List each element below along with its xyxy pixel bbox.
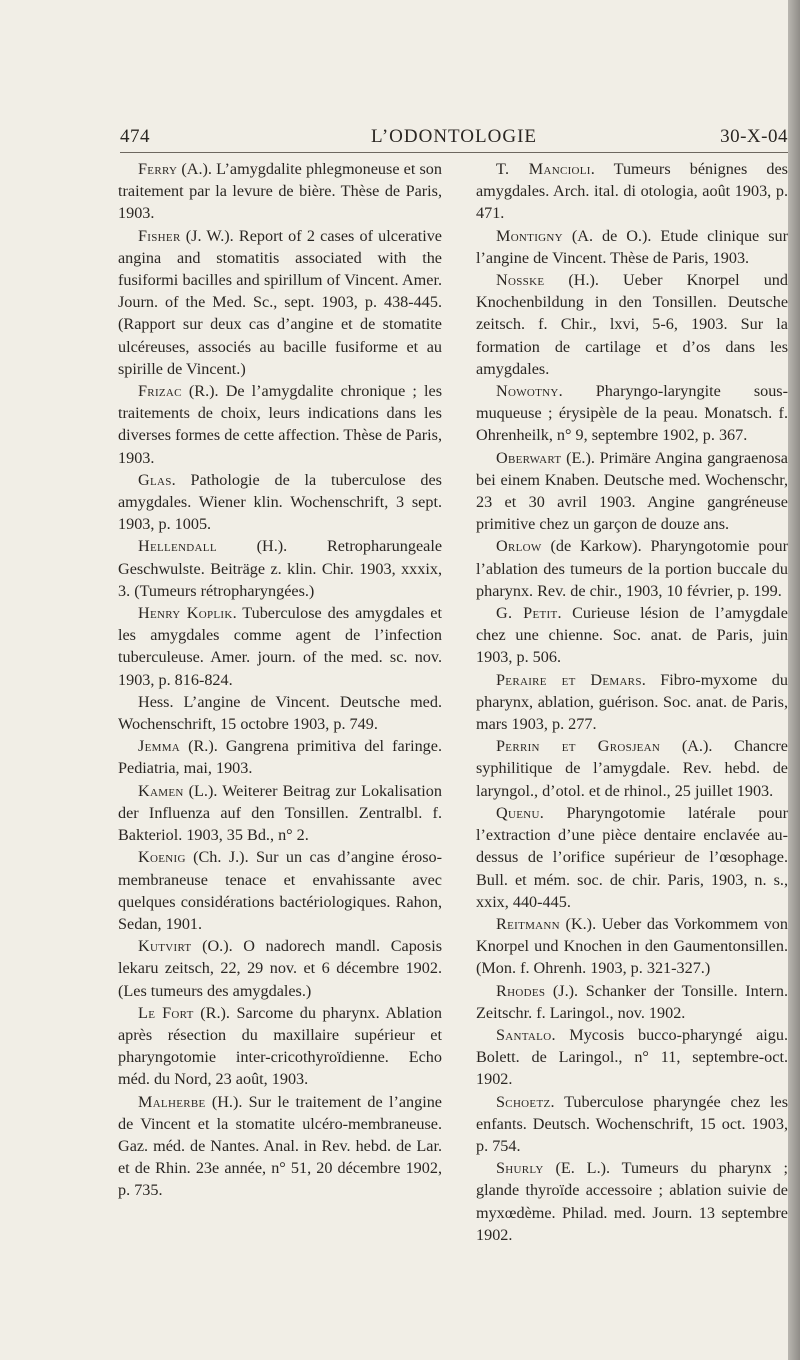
entry-author: Hellendall [138, 537, 217, 556]
page-edge [788, 0, 800, 1360]
entry-author: Quenu [496, 803, 540, 822]
entry-text: . Pathologie de la tuberculose des amygdales. Wiener klin. Wochenschrift, 3 sept. 1903, p. 1005. [118, 470, 442, 534]
bibliography-entry [118, 691, 442, 735]
entry-text: (R.). Gangrena primitiva del faringe. Pediatria, mai, 1903. [118, 737, 442, 778]
entry-author: Glas [138, 470, 172, 489]
bibliography-entry [476, 802, 788, 913]
bibliography-entry [118, 1002, 442, 1091]
bibliography-entry [118, 380, 442, 469]
bibliography-entry [118, 1091, 442, 1202]
entry-text: (K.). Ueber das Vorkommem von Knorpel und Knochen in den Gaumentonsillen. (Mon. f. Ohrenh. 1903, p. 321-327.) [476, 914, 788, 978]
bibliography-entry [118, 935, 442, 1002]
bibliography-entry [476, 735, 788, 802]
entry-author: G. Petit [496, 604, 558, 623]
bibliography-entry [476, 602, 788, 669]
bibliography-entry [118, 469, 442, 536]
entry-text: (H.). Ueber Knorpel und Knochenbildung in den Tonsillen. Deutsche zeitsch. f. Chir., lxvi, 5-6, 1903. Sur la formation de cartilage et d’os dans les amygdales. [476, 271, 788, 378]
entry-author: Le Fort [138, 1003, 194, 1022]
entry-author: Montigny [496, 226, 563, 245]
bibliography-entry [476, 158, 788, 225]
entry-text: (R.). Sarcome du pharynx. Ablation après résection du maxillaire supérieur et pharyngotomie inter-cricothyroïdienne. Echo méd. du Nord, 23 août, 1903. [118, 1003, 442, 1089]
issue-date: 30-X-04 [720, 126, 788, 147]
bibliography-entry [476, 225, 788, 269]
entry-text: (H.). Sur le traitement de l’angine de Vincent et la stomatite ulcéro-membraneuse. Gaz. méd. de Nantes. Anal. in Rev. hebd. de Lar. et de Rhin. 23e année, n° 51, 20 décembre 1902, p. 735. [118, 1092, 442, 1200]
entry-author: Henry Koplik [138, 604, 233, 623]
entry-author: Schoetz [496, 1092, 551, 1111]
entry-text: . Tuberculose pharyngée chez les enfants. Deutsch. Wochenschrift, 15 oct. 1903, p. 754. [476, 1092, 788, 1155]
entry-text: (L.). Weiterer Beitrag zur Lokalisation der Influenza auf den Tonsillen. Zentralbl. f. Bakteriol. 1903, 35 Bd., n° 2. [118, 781, 442, 845]
entry-text: . Mycosis bucco-pharyngé aigu. Bolett. de Laringol., n° 11, septembre-oct. 1902. [476, 1025, 788, 1089]
entry-author: Orlow [496, 537, 542, 556]
entry-text: (E.). Primäre Angina gangraenosa bei einem Knaben. Deutsche med. Wochenschr, 23 et 30 avril 1903. Angine gangréneuse primitive chez un garçon de douze ans. [476, 448, 788, 534]
entry-author: Nowotny [496, 382, 559, 401]
entry-text: (A. de O.). Etude clinique sur l’angine de Vincent. Thèse de Paris, 1903. [476, 226, 788, 267]
entry-author: Kamen [138, 781, 184, 800]
bibliography-entry [118, 735, 442, 779]
bibliography-entry [476, 1091, 788, 1158]
entry-author: Perrin et Grosjean [496, 737, 661, 756]
entry-text: (J.). Schanker der Tonsille. Intern. Zeitschr. f. Laringol., nov. 1902. [476, 981, 788, 1022]
entry-author: Santalo [496, 1025, 552, 1044]
bibliography-entry [118, 602, 442, 691]
entry-text: . Tumeurs bénignes des amygdales. Arch. ital. di otologia, août 1903, p. 471. [476, 160, 788, 223]
journal-title: L’ODONTOLOGIE [370, 126, 538, 147]
entry-text: (E. L.). Tumeurs du pharynx ; glande thyroïde accessoire ; ablation suivie de myxœdème. Philad. med. Journ. 13 septembre 1902. [476, 1159, 788, 1244]
entry-text: . Curieuse lésion de l’amygdale chez une chienne. Soc. anat. de Paris, juin 1903, p. 506. [476, 604, 788, 667]
entry-author: Koenig [138, 848, 186, 867]
entry-text: (H.). Retropharungeale Geschwulste. Beiträge z. klin. Chir. 1903, xxxix, 3. (Tumeurs rétropharyngées.) [118, 537, 442, 600]
left-column [118, 158, 442, 1202]
entry-author: Malherbe [138, 1092, 206, 1111]
entry-author: Jemma [138, 737, 181, 756]
running-header [120, 126, 788, 150]
bibliography-entry [476, 535, 788, 602]
bibliography-entry [118, 225, 442, 380]
entry-author: Reitmann [496, 914, 560, 933]
bibliography-entry [476, 1024, 788, 1091]
page-number: 474 [120, 126, 150, 147]
entry-text: Hess. L’angine de Vincent. Deutsche med. Wochenschrift, 15 octobre 1903, p. 749. [118, 692, 442, 734]
entry-author: Nosske [496, 271, 545, 290]
bibliography-entry [476, 447, 788, 536]
entry-text: (O.). O nadorech mandl. Caposis lekaru zeitsch, 22, 29 nov. et 6 décembre 1902. (Les tumeurs des amygdales.) [118, 937, 442, 1000]
entry-author: Ferry [138, 160, 178, 178]
entry-author: Rhodes [496, 981, 546, 1000]
entry-text: (A.). L’amygdalite phlegmoneuse et son traitement par la levure de bière. Thèse de Paris, 1903. [118, 160, 442, 223]
bibliography-entry [476, 380, 788, 447]
entry-text: (de Karkow). Pharyngotomie pour l’ablation des tumeurs de la portion buccale du pharynx. Rev. de chir., 1903, 10 février, p. 199. [476, 537, 788, 600]
entry-text: . Pharyngo-laryngite sous-muqueuse ; érysipèle de la peau. Monatsch. f. Ohrenheilk, n° 9, septembre 1902, p. 367. [476, 382, 788, 445]
entry-author: Peraire et Demars [496, 670, 642, 689]
entry-text: . Tuberculose des amygdales et les amygdales comme agent de l’infection tuberculeuse. Amer. journ. of the med. sc. nov. 1903, p. 816-824. [118, 604, 442, 689]
bibliography-entry [118, 535, 442, 602]
bibliography-entry [118, 780, 442, 847]
entry-author: Oberwart [496, 448, 562, 467]
entry-text: (J. W.). Report of 2 cases of ulcerative angina and stomatitis associated with the fusiformi bacilles and spirillum of Vincent. Amer. Journ. of the Med. Sc., sept. 1903, p. 438-445. (Rapport sur deux cas d’angine et de stomatite ulcéreuses, associés au bacille fusiforme et au spirille de Vincent.) [118, 226, 442, 378]
entry-author: T. Mancioli [496, 160, 591, 178]
bibliography-entry [476, 269, 788, 380]
bibliography-entry [118, 846, 442, 935]
entry-text: . Pharyngotomie latérale pour l’extraction d’une pièce dentaire enclavée au-dessus de l’orifice supérieur de l’œsophage. Bull. et mém. soc. de chir. Paris, 1903, n. s., xxix, 440-445. [476, 803, 788, 911]
entry-text: (Ch. J.). Sur un cas d’angine éroso-membraneuse tenace et envahissante avec quelques considérations bactériologiques. Rahon, Sedan, 1901. [118, 848, 442, 933]
entry-author: Kutvirt [138, 937, 192, 956]
bibliography-entry [476, 980, 788, 1024]
right-column [476, 158, 788, 1246]
bibliography-entry [476, 913, 788, 980]
entry-author: Shurly [496, 1159, 544, 1178]
entry-text: (R.). De l’amygdalite chronique ; les traitements de choix, leurs indications dans les diverses formes de cette affection. Thèse de Paris, 1903. [118, 382, 442, 467]
bibliography-entry [476, 669, 788, 736]
bibliography-entry [476, 1157, 788, 1246]
header-rule [120, 152, 788, 153]
bibliography-entry [118, 158, 442, 225]
entry-author: Fisher [138, 226, 181, 245]
entry-author: Frizac [138, 382, 182, 401]
entry-text: (A.). Chancre syphilitique de l’amygdale. Rev. hebd. de laryngol., d’otol. et de rhinol., 25 juillet 1903. [476, 737, 788, 800]
entry-text: . Fibro-myxome du pharynx, ablation, guérison. Soc. anat. de Paris, mars 1903, p. 277. [476, 670, 788, 734]
